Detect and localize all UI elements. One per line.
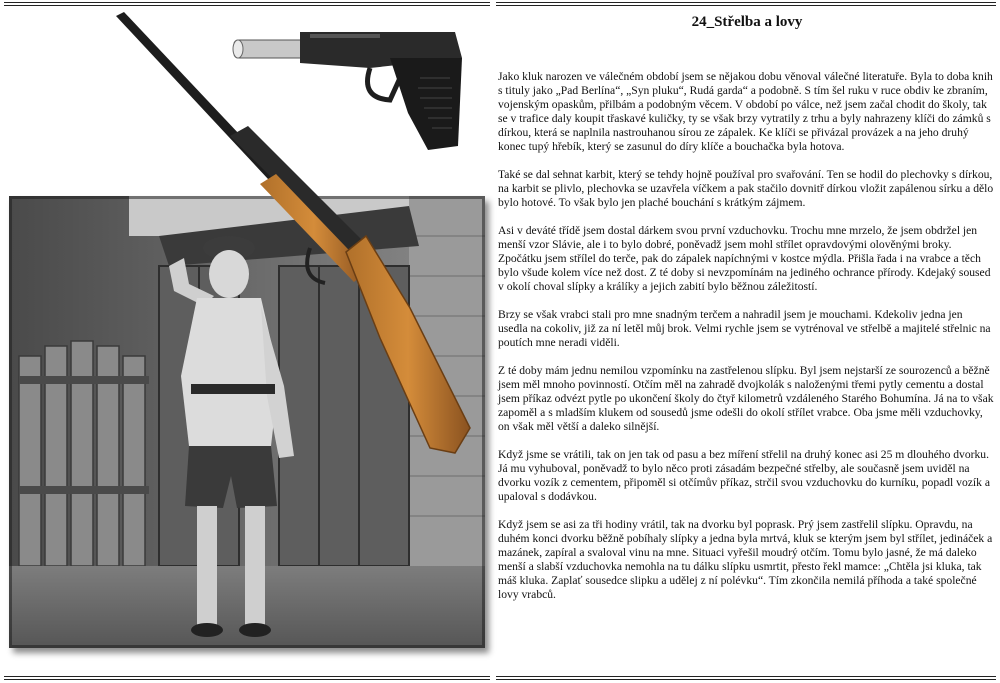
paragraph: Když jsme se vrátili, tak on jen tak od pasu a bez míření střelil na druhý konec asi 25 m dlouhého dvorku. Já mu vyhuboval, poněvadž to bylo něco proti zásadám bezpečné střelby, ale současně jsem uviděl na dvorku vozík z cementem, připoměl si otčímův příkaz, strčil svou vzduchovku do kurníku, popadl vozík a upaloval s dodávkou.	[498, 448, 990, 503]
pistol-image	[230, 18, 475, 158]
paragraph: Jako kluk narozen ve válečném období jsem se nějakou dobu věnoval válečné literatuře. Byla to doba knih s tituly jako „Pad Berlína“, „Syn pluku“, Rudá garda“ a podobně. S tím šel ruku v ruce obdiv ke zbraním, vojenským opaskům, přilbám a podobným věcem. V období po válce, než jsem začal chodit do školy, tak se v trafice daly koupit třaskavé kuličky, ty se však brzy vytratily z trhu a byly nahrazeny klíči do zámků s dírkou, která se naplnila nastrouhanou sírou ze zápalek. Ke klíči se přivázal provázek a na jeho druhý konec tupý hřebík, který se zasunul do díry klíče a bouchačka byla hotova.	[498, 70, 993, 153]
top-rule-left	[4, 2, 490, 6]
top-rule-right	[496, 2, 996, 6]
bottom-rule-left	[4, 676, 490, 680]
bottom-rule-right	[496, 676, 996, 680]
paragraph: Brzy se však vrabci stali pro mne snadným terčem a nahradil jsem je mouchami. Kdekoliv jedna jen usedla na cokoliv, již za ní letěl můj brok. Velmi rychle jsem se vytrénoval ve střelbě a majitelé střelnic na poutích mne neradi viděli.	[498, 308, 991, 349]
paragraph: Když jsem se asi za tři hodiny vrátil, tak na dvorku byl poprask. Prý jsem zastřelil slípku. Opravdu, na duhém konci dvorku běžně pobíhaly slípky a jedna byla mrtvá, kluk se kterým jsem byl střílet, jedináček a mazánek, zapíral a svaloval vinu na mne. Situaci vyřešil moudrý otčím. Tomu bylo jasné, že má daleko menší a slabší vzduchovka nemohla na tu dálku slípku usmrtit, přesto řekl mamce: „Chtěla jsi kluka, tak máš kluka. Zaplať sousedce slipku a udělej z ní polévku“. Tím zkončila nemilá příhoda a také společné lovy vrabců.	[498, 518, 993, 601]
article-body	[498, 70, 994, 616]
paragraph: Z té doby mám jednu nemilou vzpomínku na zastřelenou slípku. Byl jsem nejstarší ze sourozenců a běžně jsem měl mnoho povinností. Otčím měl na zahradě dvojkolák s naloženými třemi pytly cementu a dostal jsem příkaz odvézt pytle po ukončení školy do čtyř kilometrů vzdáleného Starého Bohumína. Já na to však zapoměl a s mladším klukem od sousedů jsme odešli do okolí střílet vrabce. Oba jsme měli vzduchovky, on však měl větší a daleko silnější.	[498, 364, 994, 433]
paragraph: Také se dal sehnat karbit, který se tehdy hojně používal pro svařování. Ten se hodil do plechovky s dírkou, na karbit se plivlo, plechovka se uzavřela víčkem a pak stačilo dovnitř dírkou vložit zapálenou sírku a dělo bylo hotové. To však bylo jen plaché bouchání s krátkým zájmem.	[498, 168, 994, 209]
page-title: 24_Střelba a lovy	[691, 14, 803, 30]
paragraph: Asi v deváté třídě jsem dostal dárkem svou první vzduchovku. Trochu mne mrzelo, že jsem obdržel jen menší vzor Slávie, ale i to bylo dobré, poněvadž jsem mohl střílet opravdovými olověnými broky. Zpočátku jsem střílel do terče, pak do zápalek napíchnými v kostce mýdla. Přišla řada i na vrabce a těch bylo všude kolem více než dost. Z té doby si nevzpomínám na jediného ochrance přírody. Kdejaký soused v okolí choval slípky a králíky a jejich zabití bylo běžnou záležitostí.	[498, 224, 991, 293]
